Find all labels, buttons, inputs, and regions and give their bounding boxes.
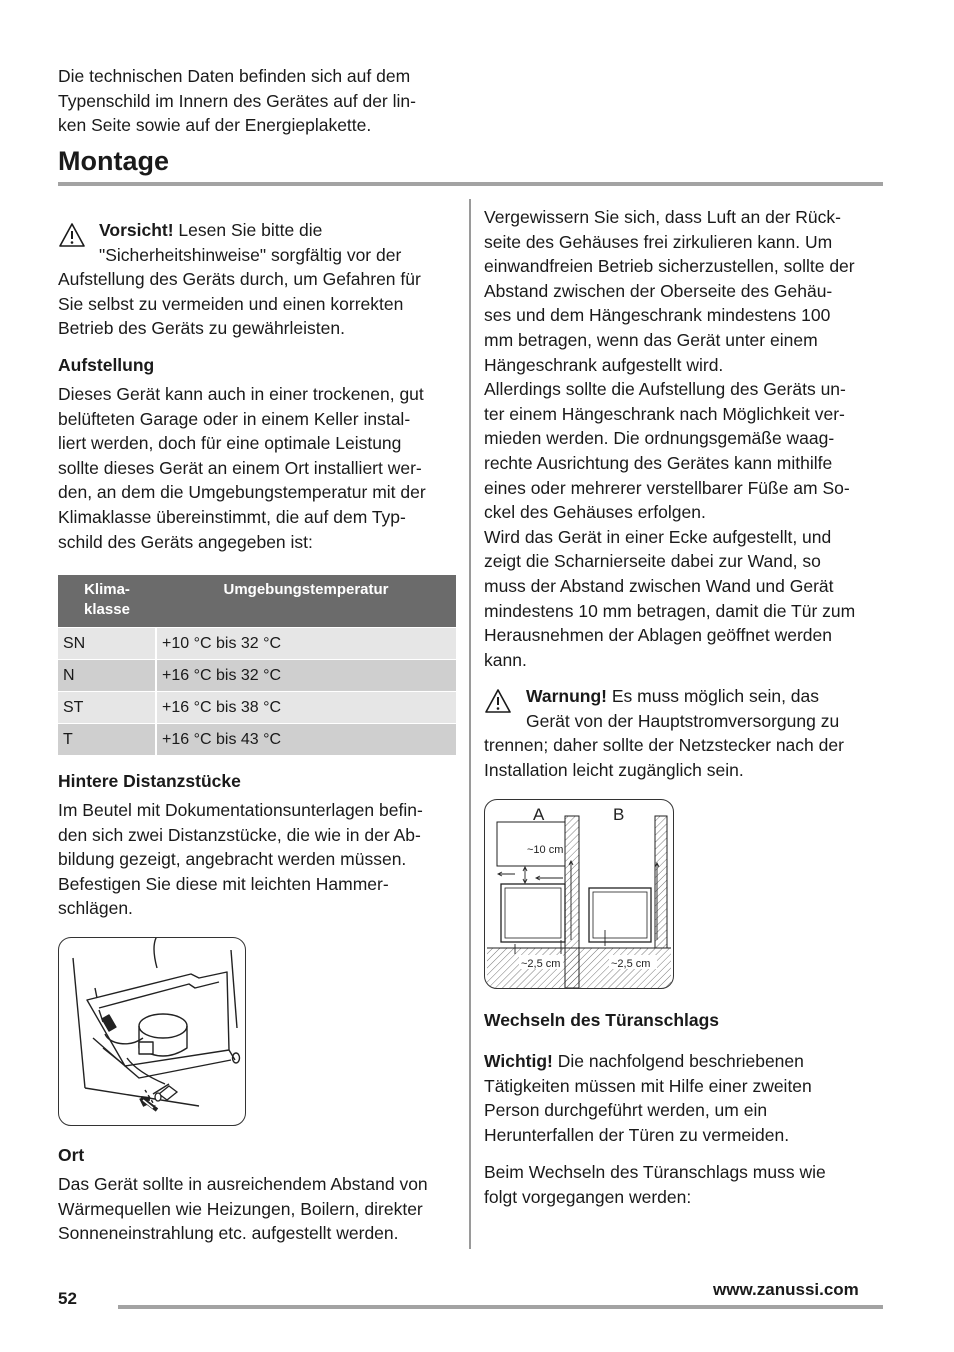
text-line: schlägen. <box>58 898 133 919</box>
text-line: seite des Gehäuses frei zirkulieren kann. Um <box>484 231 833 252</box>
text-line: Tätigkeiten müssen mit Hilfe einer zweiten <box>484 1075 812 1096</box>
clearance-diagram <box>484 799 674 989</box>
text-line: liert werden, doch für eine optimale Leistung <box>58 433 402 454</box>
footer-divider <box>118 1305 883 1309</box>
intro-line: Die technischen Daten befinden sich auf dem <box>58 66 411 86</box>
text-line: schild des Geräts angegeben ist: <box>58 531 313 552</box>
text-line: Person durchgeführt werden, um ein <box>484 1100 768 1121</box>
text-line: den, an dem die Umgebungstemperatur mit der <box>58 482 426 503</box>
important-first-line <box>484 1049 884 1074</box>
warning-first-line <box>526 684 886 709</box>
website-link[interactable]: www.zanussi.com <box>713 1280 859 1299</box>
table-cell-klasse: N <box>58 660 156 692</box>
intro-paragraph <box>58 64 458 138</box>
compressor-spacer-drawing <box>59 938 245 1125</box>
section-title: Montage <box>58 146 169 176</box>
aufstellung-heading: Aufstellung <box>58 355 155 375</box>
warning-line: trennen; daher sollte der Netzstecker nach der <box>484 735 844 755</box>
distanz-heading: Hintere Distanzstücke <box>58 771 241 791</box>
table-cell-klasse: ST <box>58 692 156 724</box>
text-line: zeigt die Scharnierseite dabei zur Wand, so <box>484 551 821 572</box>
caution-line: Sie selbst zu vermeiden und einen korrekten <box>58 293 404 314</box>
spacer-illustration <box>58 937 246 1126</box>
ort-paragraph <box>58 1172 458 1246</box>
text-line: folgt vorgegangen werden: <box>484 1186 692 1207</box>
caution-line: Betrieb des Geräts zu gewährleisten. <box>58 318 345 339</box>
caution-line: "Sicherheitshinweise" sorgfältig vor der <box>99 245 402 265</box>
text-line: Sonneneinstrahlung etc. aufgestellt werden. <box>58 1223 399 1244</box>
text-line: kann. <box>484 649 527 670</box>
text-line: rechte Ausrichtung des Gerätes kann mithilfe <box>484 452 833 473</box>
text-line: Herausnehmen der Ablagen geöffnet werden <box>484 625 832 646</box>
text-line: mindestens 10 mm betragen, damit die Tür zum <box>484 600 856 621</box>
text-line: eines oder mehrerer verstellbarer Füße am So- <box>484 477 850 498</box>
text-line: Dieses Gerät kann auch in einer trockenen, gut <box>58 384 424 404</box>
text-line: muss der Abstand zwischen Wand und Gerät <box>484 575 834 596</box>
caution-continuation <box>58 267 456 341</box>
outro-paragraph <box>484 1160 884 1209</box>
title-divider <box>58 182 883 186</box>
table-row <box>58 692 456 724</box>
page-number: 52 <box>58 1289 77 1308</box>
table-cell-temp: +16 °C bis 43 °C <box>156 724 456 756</box>
text-line: ter einem Hängeschrank nach Möglichkeit ver- <box>484 403 845 424</box>
table-cell-temp: +16 °C bis 32 °C <box>156 660 456 692</box>
climate-class-table <box>58 575 456 755</box>
column-divider <box>469 199 471 1249</box>
text-line: Allerdings sollte die Aufstellung des Geräts un- <box>484 379 846 400</box>
aufstellung-paragraph <box>58 382 456 554</box>
header-klasse: klasse <box>84 601 130 618</box>
text-line: Abstand zwischen der Oberseite des Gehäu- <box>484 280 833 301</box>
ort-heading: Ort <box>58 1145 85 1165</box>
table-cell-klasse: SN <box>58 628 156 660</box>
text-line: mm betragen, wenn das Gerät unter einem <box>484 329 818 350</box>
label-a: A <box>533 805 545 824</box>
caution-text: Lesen Sie bitte die <box>173 220 323 240</box>
intro-line: ken Seite sowie auf der Energieplakette. <box>58 115 372 136</box>
important-text: Die nachfolgend beschriebenen <box>552 1051 804 1071</box>
caution-label: Vorsicht! <box>99 220 174 240</box>
table-cell-temp: +10 °C bis 32 °C <box>156 628 456 660</box>
text-line: sollte dieses Gerät an einem Ort installiert wer- <box>58 457 422 478</box>
table-header-temperature: Umgebungstemperatur <box>156 575 456 628</box>
text-line: Herunterfallen der Türen zu vermeiden. <box>484 1124 790 1145</box>
text-line: belüfteten Garage oder in einem Keller instal- <box>58 408 411 429</box>
caution-line: Aufstellung des Geräts durch, um Gefahren für <box>58 269 421 289</box>
caution-first-line <box>99 218 459 243</box>
warning-continuation <box>484 733 884 782</box>
text-line: ses und dem Hängeschrank mindestens 100 <box>484 305 831 326</box>
table-row <box>58 628 456 660</box>
table-header-row <box>58 575 456 628</box>
important-paragraph <box>484 1049 884 1147</box>
text-line: Beim Wechseln des Türanschlags muss wie <box>484 1162 826 1182</box>
ventilation-paragraph <box>484 205 884 672</box>
warning-line: Installation leicht zugänglich sein. <box>484 759 744 780</box>
text-line: bildung gezeigt, angebracht werden müssen. <box>58 849 407 870</box>
dim-bottom-b: ~2,5 cm <box>611 958 651 970</box>
text-line: Im Beutel mit Dokumentationsunterlagen befin- <box>58 800 423 820</box>
wechseln-heading: Wechseln des Türanschlags <box>484 1010 720 1030</box>
label-b: B <box>613 805 625 824</box>
text-line: Wärmequellen wie Heizungen, Boilern, direkter <box>58 1198 423 1219</box>
warning-label: Warnung! <box>526 686 607 706</box>
table-cell-klasse: T <box>58 724 156 756</box>
text-line: einwandfreien Betrieb sicherzustellen, sollte der <box>484 256 855 277</box>
clearance-drawing <box>485 800 673 988</box>
text-line: Befestigen Sie diese mit leichten Hammer- <box>58 873 389 894</box>
warning-text: Es muss möglich sein, das <box>607 686 820 706</box>
text-line: Vergewissern Sie sich, dass Luft an der Rück- <box>484 207 841 227</box>
important-label: Wichtig! <box>484 1051 553 1071</box>
warning-triangle-icon <box>484 688 512 714</box>
text-line: Klimaklasse übereinstimmt, die auf dem Typ- <box>58 506 406 527</box>
text-line: Das Gerät sollte in ausreichendem Abstand von <box>58 1174 428 1194</box>
warning-triangle-icon <box>58 222 86 248</box>
intro-line: Typenschild im Innern des Gerätes auf der lin- <box>58 90 416 111</box>
text-line: ckel des Gehäuses erfolgen. <box>484 502 706 523</box>
text-line: den sich zwei Distanzstücke, die wie in der Ab- <box>58 824 421 845</box>
dim-top-label: ~10 cm <box>527 844 564 856</box>
text-line: Wird das Gerät in einer Ecke aufgestellt, und <box>484 526 832 547</box>
text-line: mieden werden. Die ordnungsgemäße waag- <box>484 428 835 449</box>
warning-line: Gerät von der Hauptstromversorgung zu <box>526 711 840 731</box>
dim-bottom-a: ~2,5 cm <box>521 958 561 970</box>
header-klima: Klima- <box>84 581 130 598</box>
table-row <box>58 724 456 756</box>
table-cell-temp: +16 °C bis 38 °C <box>156 692 456 724</box>
distanz-paragraph <box>58 798 456 921</box>
table-header-klasse <box>58 575 156 628</box>
table-row <box>58 660 456 692</box>
text-line: Hängeschrank aufgestellt wird. <box>484 354 724 375</box>
